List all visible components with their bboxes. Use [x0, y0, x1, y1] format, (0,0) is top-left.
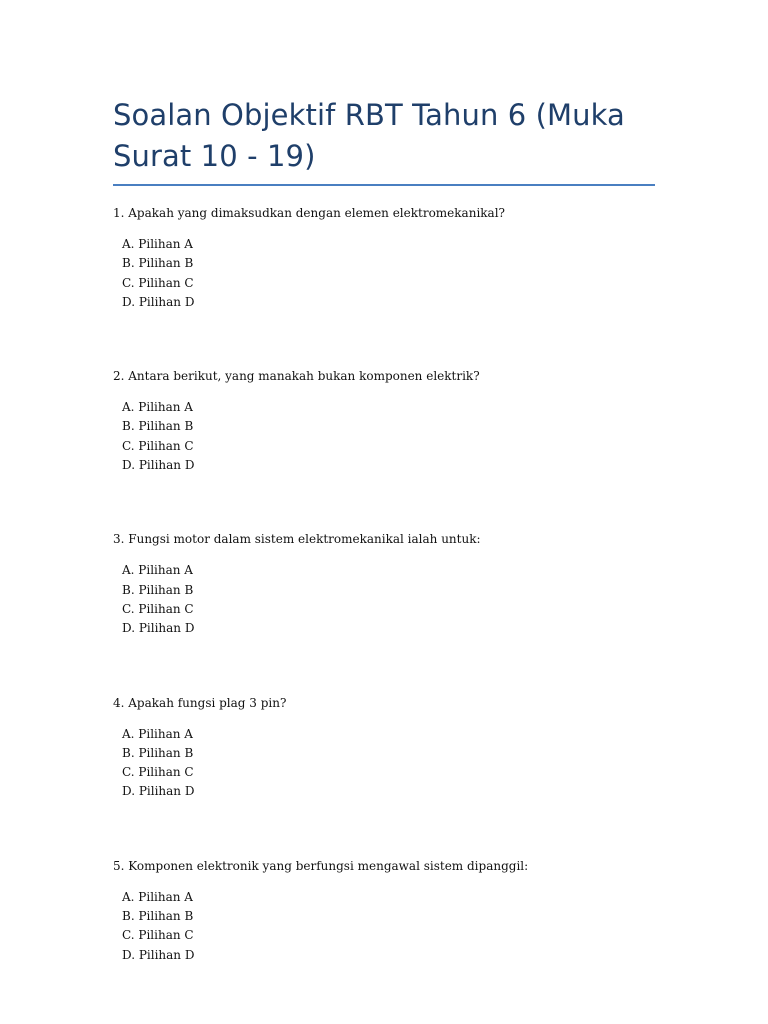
- question-list: [113, 204, 655, 965]
- option-b: B. Pilihan B: [122, 745, 194, 760]
- question-text: 5. Komponen elektronik yang berfungsi mengawal sistem dipanggil:: [113, 858, 529, 873]
- question-text: 1. Apakah yang dimaksudkan dengan elemen elektromekanikal?: [113, 206, 505, 220]
- option-a: A. Pilihan A: [122, 563, 193, 578]
- question-text: 3. Fungsi motor dalam sistem elektromekanikal ialah untuk:: [113, 532, 481, 547]
- option-b: B. Pilihan B: [122, 582, 194, 597]
- option-c: C. Pilihan C: [122, 601, 194, 616]
- option-b: B. Pilihan B: [122, 909, 194, 924]
- option-list: [113, 725, 655, 802]
- option-c: C. Pilihan C: [122, 438, 194, 453]
- title-underline: [113, 184, 655, 186]
- option-list: [113, 235, 655, 312]
- document-page: [113, 0, 655, 1020]
- question-1: [113, 204, 655, 312]
- option-c: C. Pilihan C: [122, 928, 194, 943]
- option-list: [113, 398, 655, 475]
- option-d: D. Pilihan D: [122, 784, 195, 799]
- document-title: Soalan Objektif RBT Tahun 6 (Muka Surat 10 - 19): [113, 98, 625, 173]
- question-text: 2. Antara berikut, yang manakah bukan komponen elektrik?: [113, 369, 480, 384]
- option-d: D. Pilihan D: [122, 458, 195, 473]
- question-4: [113, 694, 655, 802]
- option-b: B. Pilihan B: [122, 419, 194, 434]
- question-3: [113, 530, 655, 638]
- option-d: D. Pilihan D: [122, 294, 195, 309]
- option-list: [113, 561, 655, 638]
- question-2: [113, 367, 655, 475]
- option-a: A. Pilihan A: [122, 889, 193, 904]
- option-d: D. Pilihan D: [122, 947, 195, 962]
- option-d: D. Pilihan D: [122, 621, 195, 636]
- option-c: C. Pilihan C: [122, 765, 194, 780]
- option-list: [113, 888, 655, 965]
- option-c: C. Pilihan C: [122, 275, 194, 290]
- option-a: A. Pilihan A: [122, 400, 193, 415]
- option-a: A. Pilihan A: [122, 237, 193, 251]
- option-b: B. Pilihan B: [122, 256, 194, 271]
- option-a: A. Pilihan A: [122, 726, 193, 741]
- question-5: [113, 857, 655, 965]
- question-text: 4. Apakah fungsi plag 3 pin?: [113, 695, 287, 710]
